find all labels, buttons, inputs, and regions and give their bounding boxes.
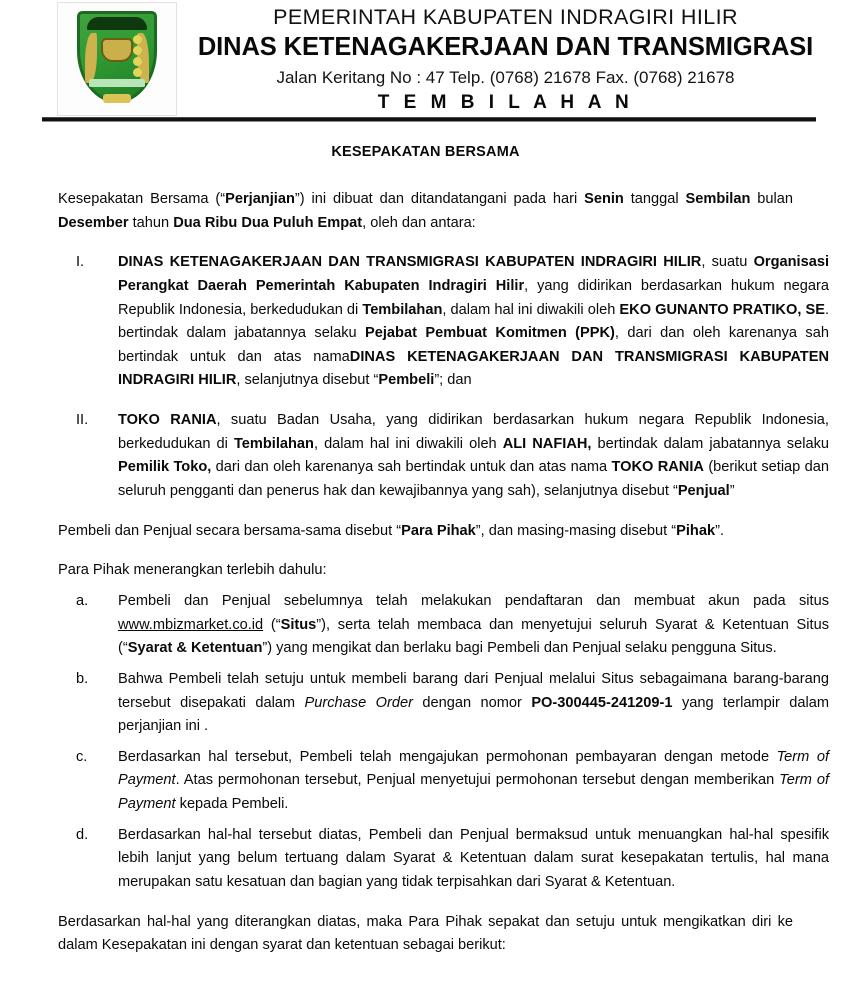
term-of-payment-1: Term of Payment xyxy=(118,748,829,789)
party-2-name: TOKO RANIA xyxy=(118,412,217,429)
party-1-text-6: , selanjutnya disebut “ xyxy=(236,372,379,389)
agreement-year: Dua Ribu Dua Puluh Empat xyxy=(173,214,363,231)
party-1-text-2: , yang didirikan berdasarkan hukum negara Republik Indonesia, berkedudukan di xyxy=(118,277,829,318)
opening-text-4: bulan xyxy=(750,191,794,207)
recital-c-text-3: kepada Pembeli. xyxy=(175,796,289,813)
letterhead-city: T E M B I L A H A N xyxy=(377,91,634,113)
opening-text-2: ”) ini dibuat dan ditandatangani pada hari xyxy=(294,191,585,207)
recital-b-text-3: yang terlampir dalam perjanjian ini . xyxy=(118,694,830,735)
recital-marker-a: a. xyxy=(76,592,89,609)
recital-c-text-2: . Atas permohonan tersebut, Penjual menyetujui permohonan tersebut dengan memberikan xyxy=(175,772,780,789)
defined-term-pihak: Pihak xyxy=(676,522,716,539)
joint-definition-paragraph xyxy=(58,520,793,544)
party-marker-2: II. xyxy=(76,412,89,429)
party-1-text-5: , dari dan oleh karenanya sah bertindak untuk dan atas nama xyxy=(118,325,829,365)
recital-b-text-2: dengan nomor xyxy=(412,694,532,711)
closing-paragraph: Berdasarkan hal-hal yang diterangkan diatas, maka Para Pihak sepakat dan setuju untuk mengikatkan diri ke dalam Kesepakatan ini dengan syarat dan ketentuan sebagai berikut: xyxy=(58,913,793,954)
opening-text-5: tahun xyxy=(128,214,174,231)
party-2-text-3: bertindak dalam jabatannya selaku xyxy=(591,435,829,452)
recital-item-a xyxy=(58,590,829,661)
recital-a-text-1: Pembeli dan Penjual sebelumnya telah melakukan pendaftaran dan membuat akun pada situs xyxy=(118,592,829,609)
purchase-order-term: Purchase Order xyxy=(304,694,413,711)
recital-a-text-3: ”), serta telah membaca dan menyetujui seluruh Syarat & Ketentuan Situs (“ xyxy=(118,616,830,657)
recital-body-a xyxy=(118,590,829,661)
letterhead-government-name: PEMERINTAH KABUPATEN INDRAGIRI HILIR xyxy=(273,5,738,29)
defined-term-perjanjian: Perjanjian xyxy=(225,191,295,207)
party-2-text-6: ” xyxy=(729,483,735,500)
opening-text-3: tanggal xyxy=(623,191,686,207)
letterhead-address: Jalan Keritang No : 47 Telp. (0768) 21678 Fax. (0768) 21678 xyxy=(276,67,735,87)
recital-a-text-4: ”) yang mengikat dan berlaku bagi Pembeli dan Penjual selaku pengguna Situs. xyxy=(262,640,777,657)
letterhead-office-name: DINAS KETENAGAKERJAAN DAN TRANSMIGRASI xyxy=(197,33,814,62)
defined-term-situs: Situs xyxy=(280,616,317,633)
party-body-1 xyxy=(118,251,829,393)
recital-body-d: Berdasarkan hal-hal tersebut diatas, Pembeli dan Penjual bermaksud untuk menuangkan hal-hal spesifik lebih lanjut yang belum tertuang dalam Syarat & Ketentuan dalam surat kesepakatan tertulis, hal mana merupakan satu kesatuan dan bagian yang tidak terpisahkan dari Syarat & Ketentuan. xyxy=(118,826,829,891)
party-1-alias: Pembeli xyxy=(378,372,435,389)
party-1-domicile: Tembilahan xyxy=(362,301,443,318)
recital-c-text-1: Berdasarkan hal tersebut, Pembeli telah mengajukan permohonan pembayaran dengan metode xyxy=(118,748,777,765)
recital-marker-d: d. xyxy=(76,826,89,843)
government-crest-icon xyxy=(73,7,161,111)
document-body xyxy=(0,132,851,958)
joint-text-1: Pembeli dan Penjual secara bersama-sama disebut “ xyxy=(58,522,402,539)
opening-paragraph xyxy=(58,188,793,235)
party-1-text-7: ”; dan xyxy=(434,372,472,389)
party-2-text-4: dari dan oleh karenanya sah bertindak untuk dan atas nama xyxy=(211,459,612,476)
party-1-text-1: , suatu xyxy=(701,254,754,271)
recital-marker-c: c. xyxy=(76,748,88,765)
recital-body-c xyxy=(118,746,829,817)
term-of-payment-2: Term of Payment xyxy=(118,772,829,813)
party-2-domicile: Tembilahan xyxy=(233,435,314,452)
recital-marker-b: b. xyxy=(76,670,89,687)
letterhead-divider xyxy=(42,117,816,122)
recitals-intro: Para Pihak menerangkan terlebih dahulu: xyxy=(58,562,327,579)
party-1-text-4: . bertindak dalam jabatannya selaku xyxy=(118,301,829,342)
party-item-2 xyxy=(58,409,829,504)
defined-term-para-pihak: Para Pihak xyxy=(401,522,476,539)
recital-item-c xyxy=(58,746,829,817)
party-body-2 xyxy=(118,409,829,504)
recital-b-text-1: Bahwa Pembeli telah setuju untuk membeli barang dari Penjual melalui Situs sebagaimana barang-barang tersebut disepakati dalam xyxy=(118,670,829,711)
party-2-text-1: , suatu Badan Usaha, yang didirikan berdasarkan hukum negara Republik Indonesia, berkedudukan di xyxy=(118,412,829,452)
agreement-date: Sembilan xyxy=(685,191,751,207)
logo-frame xyxy=(57,2,177,116)
party-1-name: DINAS KETENAGAKERJAAN DAN TRANSMIGRASI KABUPATEN INDRAGIRI HILIR xyxy=(118,254,702,271)
recital-body-b xyxy=(118,668,829,739)
defined-term-syarat-ketentuan: Syarat & Ketentuan xyxy=(127,640,263,657)
opening-text-1: Kesepakatan Bersama (“ xyxy=(58,191,226,207)
recital-item-b xyxy=(58,668,829,739)
joint-text-3: ”. xyxy=(715,522,724,539)
recital-item-d xyxy=(58,824,829,895)
party-2-on-behalf-of: TOKO RANIA xyxy=(611,459,704,476)
letterhead-text xyxy=(182,4,829,115)
party-1-on-behalf-of: DINAS KETENAGAKERJAAN DAN TRANSMIGRASI KABUPATEN INDRAGIRI HILIR xyxy=(118,348,829,389)
party-marker-1: I. xyxy=(76,254,85,271)
party-2-alias: Penjual xyxy=(677,483,730,500)
opening-text-6: , oleh dan antara: xyxy=(362,214,476,231)
party-2-position: Pemilik Toko, xyxy=(118,459,212,476)
party-1-position: Pejabat Pembuat Komitmen (PPK) xyxy=(365,325,615,342)
party-1-text-3: , dalam hal ini diwakili oleh xyxy=(442,301,620,318)
recital-a-text-2: (“ xyxy=(263,616,281,633)
agreement-month: Desember xyxy=(58,214,129,231)
letterhead xyxy=(0,0,851,118)
document-title: KESEPAKATAN BERSAMA xyxy=(331,144,520,160)
purchase-order-number: PO-300445-241209-1 xyxy=(531,694,673,711)
party-2-text-2: , dalam hal ini diwakili oleh xyxy=(313,435,503,452)
party-item-1 xyxy=(58,251,829,393)
party-1-representative: EKO GUNANTO PRATIKO, SE xyxy=(619,301,825,318)
party-2-text-5: (berikut setiap dan seluruh pengganti dan penerus hak dan kewajibannya yang sah), selanjutnya disebut “ xyxy=(118,459,830,500)
site-url-link[interactable]: www.mbizmarket.co.id xyxy=(118,616,264,633)
joint-text-2: ”, dan masing-masing disebut “ xyxy=(475,522,677,539)
agreement-day: Senin xyxy=(584,191,624,207)
party-2-representative: ALI NAFIAH, xyxy=(502,435,592,452)
party-1-legal-form: Organisasi Perangkat Daerah Pemerintah Kabupaten Indragiri Hilir xyxy=(118,254,829,294)
